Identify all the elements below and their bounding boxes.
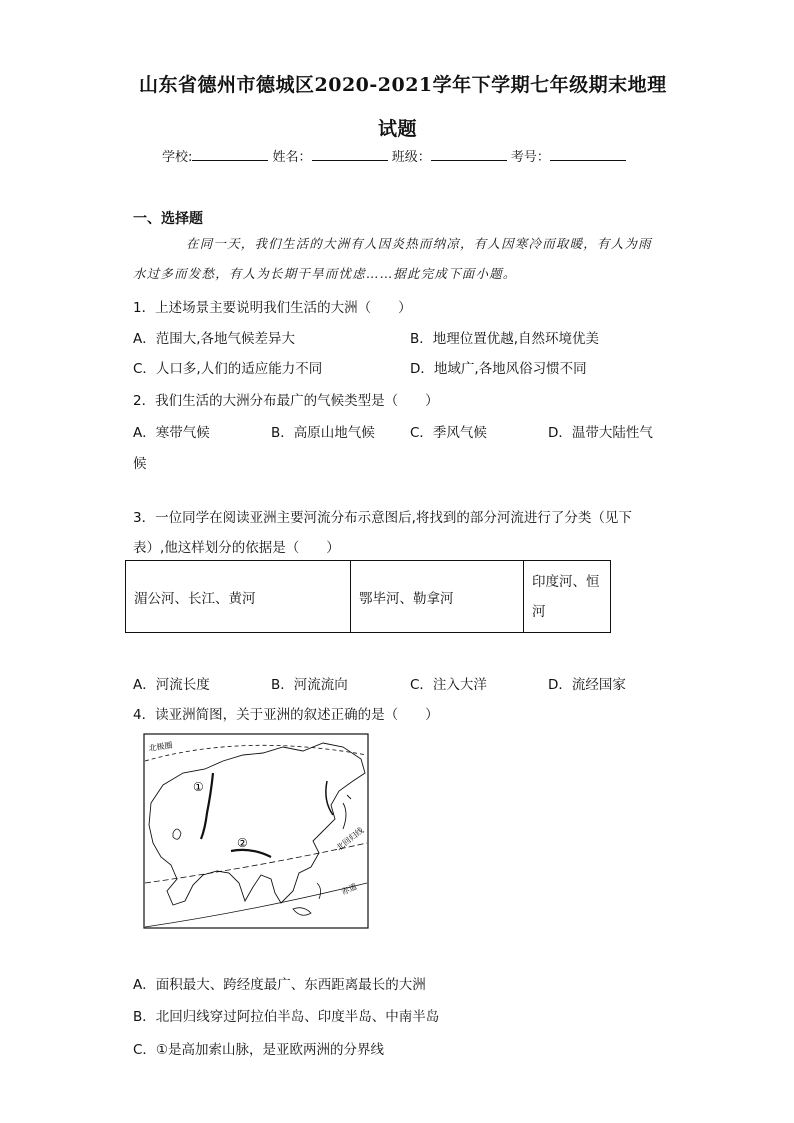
- intro-line-2: 水过多而发愁，有人为长期干旱而忧虑……据此完成下面小题。: [133, 266, 517, 281]
- table-cell-2: 鄂毕河、勒拿河: [351, 561, 524, 633]
- student-info-row: [162, 146, 626, 165]
- q1-option-d[interactable]: D．地域广,各地风俗习惯不同: [410, 361, 587, 377]
- table-cell-1: 湄公河、长江、黄河: [126, 561, 351, 633]
- asia-map: [143, 733, 369, 929]
- marker-2: ②: [237, 836, 248, 850]
- intro-line-1: 在同一天，我们生活的大洲有人因炎热而纳凉，有人因寒冷而取暖，有人为雨: [186, 236, 652, 251]
- name-label: 姓名：: [272, 150, 312, 165]
- q1-option-b[interactable]: B．地理位置优越,自然环境优美: [410, 331, 600, 347]
- q2-option-d[interactable]: D．温带大陆性气: [548, 425, 653, 441]
- q1-option-c[interactable]: C．人口多,人们的适应能力不同: [133, 361, 323, 377]
- number-blank[interactable]: [550, 148, 626, 161]
- q4-option-a[interactable]: A．面积最大、跨经度最广、东西距离最长的大洲: [133, 977, 426, 993]
- q4-option-b[interactable]: B．北回归线穿过阿拉伯半岛、印度半岛、中南半岛: [133, 1009, 440, 1025]
- q3-option-d[interactable]: D．流经国家: [548, 677, 626, 693]
- map-frame: [144, 734, 368, 928]
- q4-option-c[interactable]: C．①是高加索山脉，是亚欧两洲的分界线: [133, 1042, 385, 1058]
- q1-stem: 1．上述场景主要说明我们生活的大洲（ ）: [133, 300, 412, 316]
- label-equator: 赤道: [340, 881, 359, 897]
- river-classification-table: [125, 560, 611, 633]
- q4-stem: 4．读亚洲简图，关于亚洲的叙述正确的是（ ）: [133, 707, 439, 723]
- label-arctic-circle: 北极圈: [148, 740, 174, 753]
- school-blank[interactable]: [192, 148, 268, 161]
- q2-option-c[interactable]: C．季风气候: [410, 425, 487, 441]
- q2-stem: 2．我们生活的大洲分布最广的气候类型是（ ）: [133, 393, 439, 409]
- class-blank[interactable]: [431, 148, 507, 161]
- q3-stem-line-1: 3．一位同学在阅读亚洲主要河流分布示意图后,将找到的部分河流进行了分类（见下: [133, 510, 632, 526]
- page-title-line2: 试题: [378, 118, 418, 140]
- page-title-line1: 山东省德州市德城区2020-2021学年下学期七年级期末地理: [139, 74, 667, 96]
- school-label: 学校:: [162, 150, 193, 165]
- q3-option-c[interactable]: C．注入大洋: [410, 677, 487, 693]
- q3-stem-line-2: 表）,他这样划分的依据是（ ）: [133, 540, 340, 556]
- q3-option-a[interactable]: A．河流长度: [133, 677, 210, 693]
- q1-option-a[interactable]: A．范围大,各地气候差异大: [133, 331, 296, 347]
- name-blank[interactable]: [312, 148, 388, 161]
- table-cell-3-line-2: 河: [532, 603, 546, 620]
- q2-option-b[interactable]: B．高原山地气候: [271, 425, 375, 441]
- number-label: 考号：: [510, 150, 550, 165]
- marker-1: ①: [193, 780, 204, 794]
- class-label: 班级：: [391, 150, 431, 165]
- q2-option-a[interactable]: A．寒带气候: [133, 425, 210, 441]
- q3-option-b[interactable]: B．河流流向: [271, 677, 348, 693]
- table-cell-3: [524, 561, 611, 633]
- label-tropic: 北回归线: [334, 825, 366, 853]
- q2-option-d-wrap: 候: [133, 456, 147, 472]
- table-cell-3-line-1: 印度河、恒: [532, 573, 600, 590]
- section-heading: 一、选择题: [133, 211, 203, 227]
